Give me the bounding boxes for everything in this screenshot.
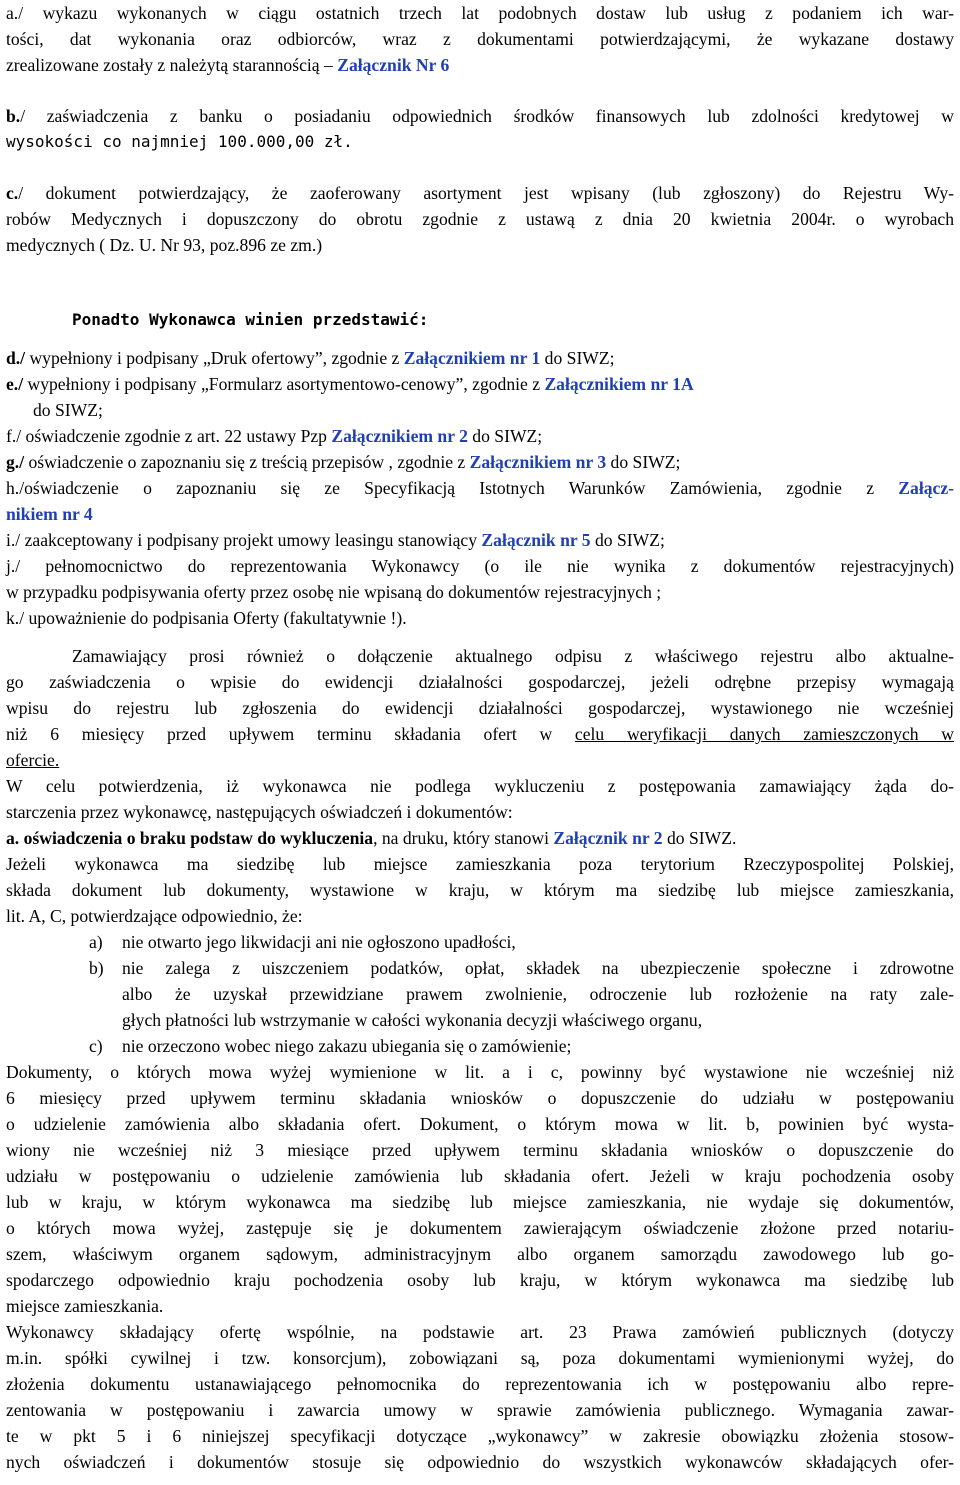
para5-line-6: nych oświadczeń i dokumentów stosuje się odpowiednio do wszystkich wykonawców składających ofer- bbox=[6, 1452, 954, 1472]
para1-line-5: ofercie. bbox=[6, 750, 60, 770]
para4-line-8: szem, właściwym organem sądowym, administracyjnym albo organem samorządu zawodowego lub go- bbox=[6, 1244, 954, 1264]
para5-line-2: m.in. spółki cywilnej i tzw. konsorcjum), zobowiązani są, poza dokumentami wymienionymi wyżej, do bbox=[6, 1348, 954, 1368]
para4-line-6: lub w kraju, w którym wykonawca ma siedzibę lub miejsce zamieszkania, nie wydaje się dokumentów, bbox=[6, 1192, 954, 1212]
item-a-text: zrealizowane zostały z należytą starannością – bbox=[6, 55, 333, 75]
item-g bbox=[6, 454, 680, 472]
item-f-text: f./ oświadczenie zgodnie z art. 22 ustawy Pzp bbox=[6, 426, 332, 446]
para2-line-2: starczenia przez wykonawcę, następujących oświadczeń i dokumentów: bbox=[6, 802, 513, 822]
item-a-line-1: a./ wykazu wykonanych w ciągu ostatnich trzech lat podobnych dostaw lub usług z podaniem ich war- bbox=[6, 3, 954, 23]
para4-line-5: udziału w postępowaniu o udzielenie zamówienia lub składania ofert. Jeżeli w kraju pochodzenia osoby bbox=[6, 1166, 954, 1186]
list-marker-c: c) bbox=[89, 1036, 103, 1056]
item-e-marker: e./ bbox=[6, 374, 24, 394]
list-item-c: nie orzeczono wobec niego zakazu ubiegania się o zamówienie; bbox=[122, 1036, 572, 1056]
item-c-line-1 bbox=[6, 185, 954, 203]
para1-line-3: wpisu do rejestru lub zgłoszenia do ewidencji działalności gospodarczej, wystawionego nie wcześniej bbox=[6, 698, 954, 718]
item-i bbox=[6, 532, 665, 550]
para4-line-3: o udzielenie zamówienia albo składania ofert. Dokument, o którym mowa w lit. b, powinien być wysta- bbox=[6, 1114, 954, 1134]
item-g-marker: g./ bbox=[6, 452, 25, 472]
item-e-text: wypełniony i podpisany „Formularz asortymentowo-cenowy”, zgodnie z bbox=[23, 374, 545, 394]
list-marker-a: a) bbox=[89, 932, 103, 952]
attachment-ref-2b: Załącznik nr 2 bbox=[553, 828, 663, 848]
item-j-line-1: j./ pełnomocnictwo do reprezentowania Wykonawcy (o ile nie wynika z dokumentów rejestracyjnych) bbox=[6, 556, 954, 576]
item-c-line-2: robów Medycznych i dopuszczony do obrotu zgodnie z ustawą z dnia 20 kwietnia 2004r. o wyrobach bbox=[6, 209, 954, 229]
item-a-line-3 bbox=[6, 57, 449, 75]
para1-text: niż 6 miesięcy przed upływem terminu składania ofert w bbox=[6, 724, 575, 744]
item-h-line-1 bbox=[6, 480, 954, 498]
attachment-ref-1: Załącznikiem nr 1 bbox=[403, 348, 541, 368]
attachment-ref-3: Załącznikiem nr 3 bbox=[469, 452, 607, 472]
attachment-ref-4-part2: nikiem nr 4 bbox=[6, 504, 93, 524]
para4-line-2: 6 miesięcy przed upływem terminu składania wniosków o dopuszczenie do udziału w postępowaniu bbox=[6, 1088, 954, 1108]
item-a-line-2: tości, dat wykonania oraz odbiorców, wraz z dokumentami potwierdzającymi, że wykazane dostawy bbox=[6, 29, 954, 49]
item-d bbox=[6, 350, 615, 368]
para5-line-5: te w pkt 5 i 6 niniejszej specyfikacji dotyczące „wykonawcy” w zakresie obowiązku złożenia stosow- bbox=[6, 1426, 954, 1446]
para3-line-3: lit. A, C, potwierdzające odpowiednio, że: bbox=[6, 906, 303, 926]
para1-underlined: celu weryfikacji danych zamieszczonych w bbox=[574, 724, 954, 744]
attachment-ref-4-part1: Załącz- bbox=[898, 478, 954, 498]
item-b-line-1 bbox=[6, 108, 954, 126]
para5-line-3: złożenia dokumentu ustanawiającego pełnomocnika do reprezentowania ich w postępowaniu albo repre- bbox=[6, 1374, 954, 1394]
para4-line-9: spodarczego odpowiednio kraju pochodzenia osoby lub kraju, w którym wykonawca ma siedzibę lub bbox=[6, 1270, 954, 1290]
para5-line-4: zentowania w postępowaniu i zawarcia umowy w sprawie zamówienia publicznego. Wymagania zawar- bbox=[6, 1400, 954, 1420]
item-g-end: do SIWZ; bbox=[606, 452, 681, 472]
item-c-text: / dokument potwierdzający, że zaoferowany asortyment jest wpisany (lub zgłoszony) do Rejestru Wy- bbox=[18, 183, 954, 203]
item-c-line-3: medycznych ( Dz. U. Nr 93, poz.896 ze zm.) bbox=[6, 235, 323, 255]
attachment-ref-1a: Załącznikiem nr 1A bbox=[544, 374, 694, 394]
item-d-text: wypełniony i podpisany „Druk ofertowy”, zgodnie z bbox=[25, 348, 404, 368]
item-f-end: do SIWZ; bbox=[467, 426, 543, 446]
para4-line-4: wiony nie wcześniej niż 3 miesiące przed upływem terminu składania wniosków o dopuszczenie do bbox=[6, 1140, 954, 1160]
para2-line-1: W celu potwierdzenia, iż wykonawca nie podlega wykluczeniu z postępowania zamawiający żąda do- bbox=[6, 776, 954, 796]
para2-text: , na druku, który stanowi bbox=[373, 828, 554, 848]
attachment-ref-6: Załącznik Nr 6 bbox=[337, 55, 450, 75]
item-k: k./ upoważnienie do podpisania Oferty (fakultatywnie !). bbox=[6, 608, 407, 628]
para3-line-1: Jeżeli wykonawca ma siedzibę lub miejsce zamieszkania poza terytorium Rzeczypospolitej Polskiej, bbox=[6, 854, 954, 874]
item-b-marker: b. bbox=[6, 106, 21, 126]
list-item-a: nie otwarto jego likwidacji ani nie ogłoszono upadłości, bbox=[122, 932, 516, 952]
para4-line-1: Dokumenty, o których mowa wyżej wymienione w lit. a i c, powinny być wystawione nie wcześniej niż bbox=[6, 1062, 954, 1082]
attachment-ref-5: Załącznik nr 5 bbox=[481, 530, 591, 550]
item-b-text: / zaświadczenia z banku o posiadaniu odpowiednich środków finansowych lub zdolności kredytowej w bbox=[20, 106, 954, 126]
para4-line-10: miejsce zamieszkania. bbox=[6, 1296, 164, 1316]
item-d-end: do SIWZ; bbox=[540, 348, 615, 368]
para1-line-1: Zamawiający prosi również o dołączenie aktualnego odpisu z właściwego rejestru albo aktualne- bbox=[72, 646, 954, 666]
para3-line-2: składa dokument lub dokumenty, wystawione w kraju, w którym ma siedzibę lub miejsce zamieszkania, bbox=[6, 880, 954, 900]
para1-line-2: go zaświadczenia o wpisie do ewidencji działalności gospodarczej, jeżeli odrębne przepisy wymagają bbox=[6, 672, 954, 692]
item-g-text: oświadczenie o zapoznaniu się z treścią przepisów , zgodnie z bbox=[24, 452, 470, 472]
para1-line-4 bbox=[6, 726, 954, 744]
list-item-b-line-3: głych płatności lub wstrzymanie w całości wykonania decyzji właściwego organu, bbox=[122, 1010, 703, 1030]
item-e-end: do SIWZ; bbox=[33, 400, 103, 420]
list-marker-b: b) bbox=[89, 958, 104, 978]
item-e bbox=[6, 376, 694, 394]
item-b-line-2: wysokości co najmniej 100.000,00 zł. bbox=[6, 132, 353, 151]
item-h-text: h./oświadczenie o zapoznaniu się ze Specyfikacją Istotnych Warunków Zamówienia, zgodnie z bbox=[6, 478, 899, 498]
item-f bbox=[6, 428, 542, 446]
item-i-text: i./ zaakceptowany i podpisany projekt umowy leasingu stanowiący bbox=[6, 530, 482, 550]
statement-title: a. oświadczenia o braku podstaw do wykluczenia bbox=[6, 828, 374, 848]
item-i-end: do SIWZ; bbox=[590, 530, 665, 550]
item-d-marker: d./ bbox=[6, 348, 26, 368]
para4-line-7: o których mowa wyżej, zastępuje się je dokumentem zawierającym oświadczenie złożone przed notariu- bbox=[6, 1218, 954, 1238]
para2-end: do SIWZ. bbox=[662, 828, 737, 848]
para5-line-1: Wykonawcy składający ofertę wspólnie, na podstawie art. 23 Prawa zamówień publicznych (dotyczy bbox=[6, 1322, 954, 1342]
list-item-b-line-1: nie zalega z uiszczeniem podatków, opłat, składek na ubezpieczenie społeczne i zdrowotne bbox=[122, 958, 954, 978]
list-item-b-line-2: albo że uzyskał przewidziane prawem zwolnienie, odroczenie lub rozłożenie na raty zale- bbox=[122, 984, 954, 1004]
para2-line-3 bbox=[6, 830, 736, 848]
item-j-line-2: w przypadku podpisywania oferty przez osobę nie wpisaną do dokumentów rejestracyjnych ; bbox=[6, 582, 662, 602]
item-c-marker: c. bbox=[6, 183, 19, 203]
attachment-ref-2: Załącznikiem nr 2 bbox=[331, 426, 468, 446]
section-heading: Ponadto Wykonawca winien przedstawić: bbox=[72, 310, 429, 329]
